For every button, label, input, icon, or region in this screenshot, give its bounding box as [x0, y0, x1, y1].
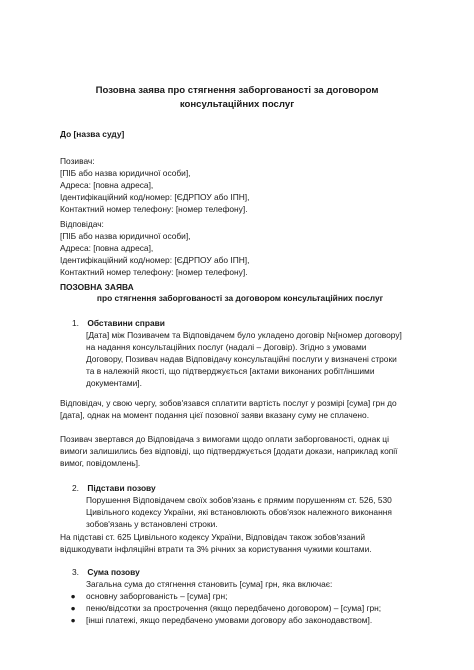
section-1-body [86, 330, 416, 390]
section-2-heading [72, 483, 156, 495]
section-2-line-2: Цивільного кодексу України, які встановлюють обов'язок належного виконання [86, 506, 392, 517]
paragraph-article-625 [60, 532, 420, 556]
paragraph-payment-line-2: [дата], однак на момент подання цієї позовної заяви вказану суму не сплачено. [60, 409, 370, 420]
section-2-body [86, 495, 416, 531]
list-item-text: основну заборгованість – [сума] грн; [86, 591, 228, 601]
plaintiff-name: [ПІБ або назва юридичної особи], [60, 167, 191, 178]
claim-heading: ПОЗОВНА ЗАЯВА [60, 282, 134, 292]
claim-subheading: про стягнення заборгованості за договором консультаційних послуг [96, 293, 384, 303]
section-3-number: 3. [72, 567, 79, 577]
paragraph-payment [60, 398, 420, 422]
list-item-text: [інші платежі, якщо передбачено умовами договору або законодавством]. [86, 614, 373, 625]
list-item-text: пеню/відсотки за прострочення (якщо передбачено договором) – [сума] грн; [86, 602, 382, 613]
plaintiff-phone: Контактний номер телефону: [номер телефону]. [60, 203, 248, 214]
section-1-line-5: документами]. [86, 377, 142, 388]
section-1-line-2: на надання консультаційних послуг (надалі – Договір). Згідно з умовами [86, 341, 367, 352]
defendant-phone: Контактний номер телефону: [номер телефону]. [60, 266, 248, 277]
section-1-line-3: Договору, Позивач надав Відповідачу консультаційні послуги у визначені строки [86, 353, 397, 364]
paragraph-article-625-line-2: відшкодувати інфляційні втрати та 3% річних за користування чужими коштами. [60, 543, 372, 554]
list-item [60, 603, 420, 615]
paragraph-demands-line-1: Позивач звертався до Відповідача з вимогами щодо оплати заборгованості, однак ці [60, 434, 389, 444]
bullet-dot: ● [70, 591, 76, 601]
section-3-heading [72, 567, 140, 579]
section-2-line-1: Порушення Відповідачем своїх зобов'язань є прямим порушенням ст. 526, 530 [86, 495, 392, 505]
defendant-name: [ПІБ або назва юридичної особи], [60, 230, 191, 241]
paragraph-demands [60, 434, 420, 470]
defendant-id: Ідентифікаційний код/номер: [ЄДРПОУ або ІПН], [60, 254, 250, 265]
section-3-line-1: Загальна сума до стягнення становить [сума] грн, яка включає: [86, 579, 333, 589]
defendant-label: Відповідач: [60, 219, 104, 229]
section-1-number: 1. [72, 318, 79, 328]
paragraph-article-625-line-1: На підставі ст. 625 Цивільного кодексу України, Відповідач також зобов'язаний [60, 532, 366, 542]
list-item [60, 591, 420, 603]
plaintiff-id: Ідентифікаційний код/номер: [ЄДРПОУ або ІПН], [60, 191, 250, 202]
defendant-block [60, 219, 420, 279]
section-3-body [86, 579, 416, 591]
defendant-address: Адреса: [повна адреса], [60, 242, 154, 253]
bullet-dot: ● [70, 602, 76, 613]
bullet-dot: ● [70, 614, 76, 625]
list-item [60, 615, 420, 627]
paragraph-demands-line-2: вимоги залишились без відповіді, що підтверджується [додати докази, наприклад копії [60, 445, 398, 456]
document-title [60, 84, 414, 111]
section-1-heading [72, 318, 165, 330]
section-3-title: Сума позову [87, 567, 140, 577]
section-1-title: Обставини справи [87, 318, 165, 328]
paragraph-demands-line-3: вимог, повідомлень]. [60, 457, 141, 468]
section-2-title: Підстави позову [87, 483, 156, 493]
plaintiff-label: Позивач: [60, 156, 95, 166]
plaintiff-address: Адреса: [повна адреса], [60, 179, 154, 190]
amount-list [60, 591, 420, 627]
plaintiff-block [60, 156, 420, 216]
section-2-number: 2. [72, 483, 79, 493]
section-2-line-3: зобов'язань у встановлені строки. [86, 518, 218, 529]
title-line-2: консультаційних послуг [179, 98, 295, 110]
section-1-line-4: та в належній якості, що підтверджується [актами виконаних робіт/іншими [86, 365, 375, 376]
title-line-1: Позовна заява про стягнення заборгованості за договором [95, 85, 379, 96]
paragraph-payment-line-1: Відповідач, у свою чергу, зобов'язався сплатити вартість послуг у розмірі [сума] грн до [60, 398, 397, 408]
court-name: До [назва суду] [60, 129, 125, 139]
section-1-line-1: [Дата] між Позивачем та Відповідачем було укладено договір №[номер договору] [86, 330, 402, 340]
